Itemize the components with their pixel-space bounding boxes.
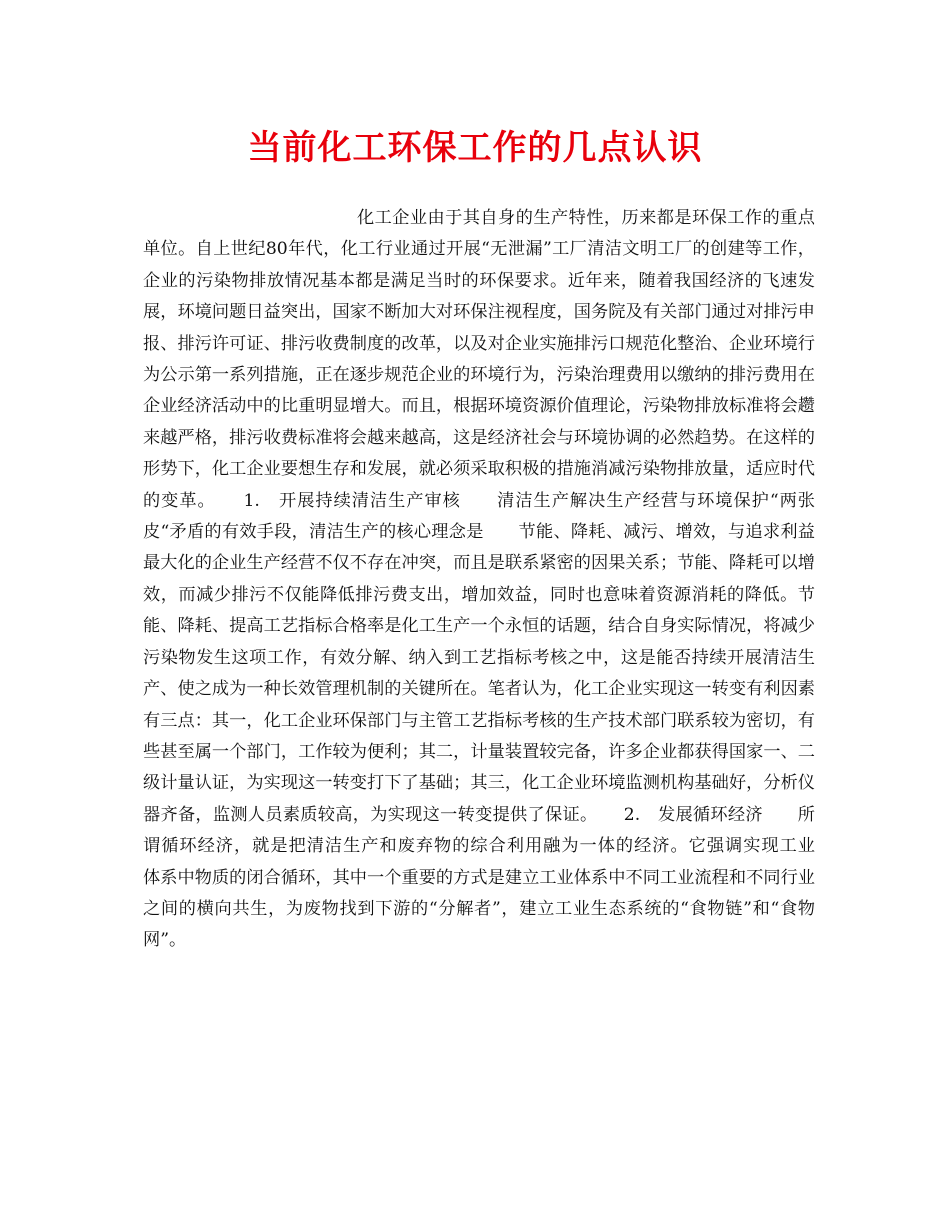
document-body-paragraph: 化工企业由于其自身的生产特性，历来都是环保工作的重点单位。自上世纪80年代，化工行业通过开展“无泄漏”工厂清洁文明工厂的创建等工作，企业的污染物排放情况基本都是满足当时的环保要求。近年来，随着我国经济的飞速发展，环境问题日益突出，国家不断加大对环保注视程度，国务院及有关部门通过对排污申报、排污许可证、排污收费制度的改革，以及对企业实施排污口规范化整治、企业环境行为公示第一系列措施，正在逐步规范企业的环境行为，污染治理费用以缴纳的排污费用在企业经济活动中的比重明显增大。而且，根据环境资源价值理论，污染物排放标准将会趱来越严格，排污收费标准将会越来越高，这是经济社会与环境协调的必然趋势。在这样的形势下，化工企业要想生存和发展，就必须采取积极的措施消减污染物排放量，适应时代的变革。 1. 开展持续清洁生产审核 清洁生产解决生产经营与环境保护“两张皮“矛盾的有效手段，清洁生产的核心理念是 节能、降耗、减污、增效，与追求利益最大化的企业生产经营不仅不存在冲突，而且是联系紧密的因果关系；节能、降耗可以增效，而减少排污不仅能降低排污费支出，增加效益，同时也意味着资源消耗的降低。节能、降耗、提高工艺指标合格率是化工生产一个永恒的话题，结合自身实际情况，将减少污染物发生这项工作，有效分解、纳入到工艺指标考核之中，这是能否持续开展清洁生产、使之成为一种长效管理机制的关键所在。笔者认为，化工企业实现这一转变有利因素有三点：其一，化工企业环保部门与主管工艺指标考核的生产技术部门联系较为密切，有些甚至属一个部门，工作较为便利；其二，计量装置较完备，许多企业都获得国家一、二级计量认证，为实现这一转变打下了基础；其三，化工企业环境监测机构基础好，分析仪器齐备，监测人员素质较高，为实现这一转变提供了保证。 2. 发展循环经济 所谓循环经济，就是把清洁生产和废弃物的综合利用融为一体的经济。它强调实现工业 体系中物质的闭合循环，其中一个重要的方式是建立工业体系中不同工业流程和不同行业之间的横向共生，为废物找到下游的“分解者”，建立工业生态系统的“食物链”和“食物网”。: [143, 208, 850, 951]
document-title: 当前化工环保工作的几点认识: [247, 128, 703, 168]
